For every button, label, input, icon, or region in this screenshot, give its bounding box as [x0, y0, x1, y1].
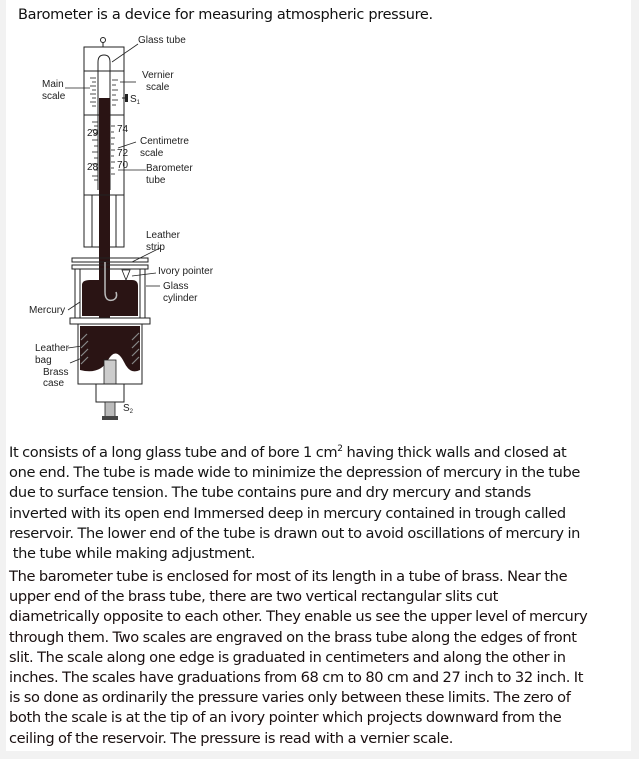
label-s2: $S_2$ [123, 403, 134, 415]
label-brass-case-2: case [43, 378, 65, 389]
label-vernier-1: Vernier [142, 70, 174, 81]
cm-tick-74: 74 [117, 124, 129, 135]
label-barometer-1: Barometer [146, 163, 193, 174]
document-page [6, 0, 631, 751]
label-main-scale-1: Main [42, 79, 64, 90]
paragraph-brass-tube [9, 567, 631, 749]
paragraph-line: due to surface tension. The tube contains pure and dry mercury and stands [9, 484, 531, 502]
label-centimetre-2: scale [140, 148, 164, 159]
cm-tick-72: 72 [117, 148, 129, 159]
label-ivory-pointer: Ivory pointer [158, 266, 214, 277]
intro-sentence: Barometer is a device for measuring atmospheric pressure. [18, 7, 433, 23]
inch-tick-29: 29 [87, 128, 99, 139]
paragraph-line: through them. Two scales are engraved on the brass tube along the edges of front [9, 628, 577, 646]
label-vernier-2: scale [146, 82, 170, 93]
paragraph-line: both the scale is at the tip of an ivory pointer which projects downward from the [9, 709, 562, 727]
paragraph-line: upper end of the brass tube, there are two vertical rectangular slits cut [9, 588, 498, 606]
paragraph-line: inches. The scales have graduations from 68 cm to 80 cm and 27 inch to 32 inch. It [9, 669, 584, 687]
paragraph-line: diametrically opposite to each other. They enable us see the upper level of mercury [9, 608, 588, 626]
inch-tick-28: 28 [87, 162, 99, 173]
label-s1: $S_1$ [130, 94, 141, 106]
paragraph-line: ceiling of the reservoir. The pressure is read with a vernier scale. [9, 729, 454, 747]
paragraph-line: The barometer tube is enclosed for most of its length in a tube of brass. Near the [9, 568, 568, 585]
label-glass-cylinder-1: Glass [163, 281, 189, 292]
label-main-scale-2: scale [42, 91, 66, 102]
paragraph-line: reservoir. The lower end of the tube is drawn out to avoid oscillations of mercury in [9, 524, 581, 542]
label-mercury: Mercury [29, 305, 66, 316]
label-barometer-2: tube [146, 175, 166, 186]
cm-tick-70: 70 [117, 160, 129, 171]
label-leather-bag-1: Leather [35, 343, 69, 354]
label-leather-bag-2: bag [35, 355, 52, 366]
paragraph-line: one end. The tube is made wide to minimize the depression of mercury in the tube [9, 464, 581, 482]
paragraph-line: is so done as ordinarily the pressure varies only between these limits. The zero of [9, 689, 571, 707]
barometer-diagram [20, 30, 220, 420]
label-brass-case-1: Brass [43, 367, 69, 378]
label-centimetre-1: Centimetre [140, 136, 189, 147]
label-leather-strip-2: strip [146, 242, 165, 253]
paragraph-construction [9, 443, 631, 564]
paragraph-line: inverted with its open end Immersed deep in mercury contained in trough called [9, 504, 566, 522]
paragraph-line: slit. The scale along one edge is graduated in centimeters and along the other in [9, 648, 566, 666]
label-glass-tube: Glass tube [138, 35, 186, 46]
paragraph-line: It consists of a long glass tube and of bore 1 $cm^2$ having thick walls and closed at [9, 444, 567, 461]
label-leather-strip-1: Leather [146, 230, 180, 241]
paragraph-line: the tube while making adjustment. [9, 545, 256, 563]
label-glass-cylinder-2: cylinder [163, 293, 198, 304]
